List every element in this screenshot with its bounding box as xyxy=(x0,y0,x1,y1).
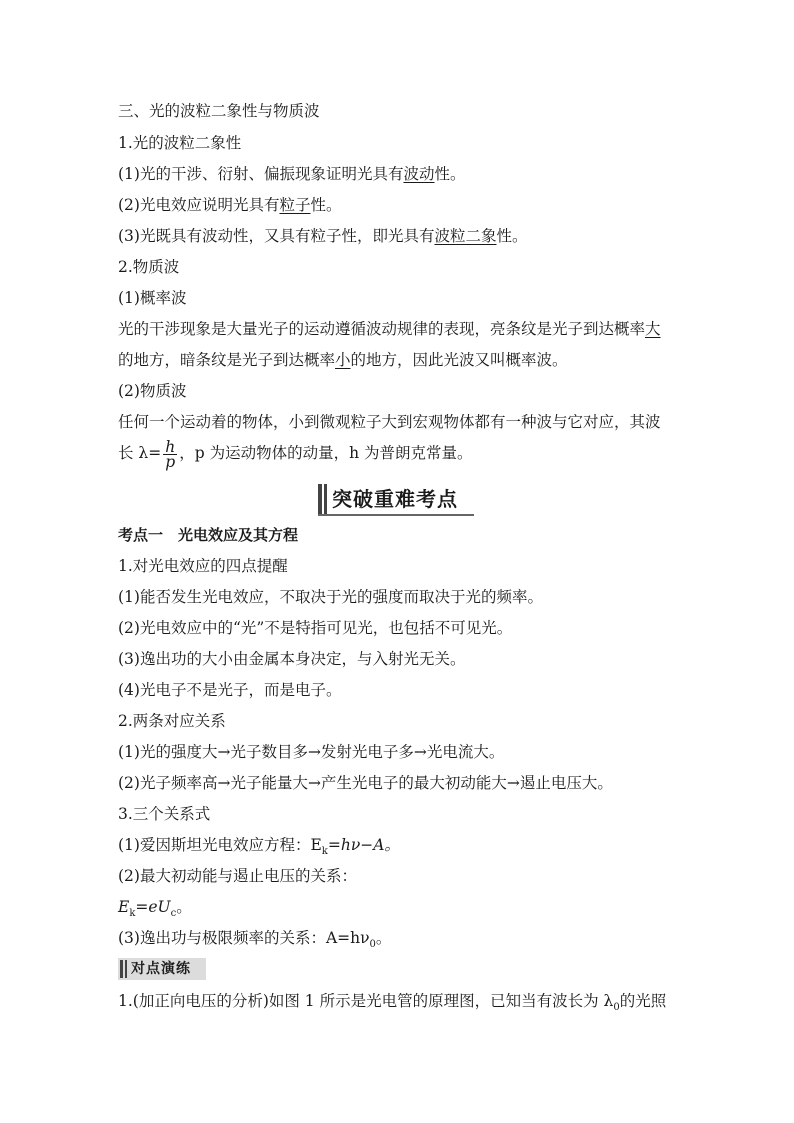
question-1 xyxy=(118,990,666,1019)
subscript: 0 xyxy=(613,1002,620,1014)
text: ，p 为运动物体的动量，h 为普朗克常量。 xyxy=(179,444,473,462)
keypoint-title: 考点一 光电效应及其方程 xyxy=(118,526,299,544)
paragraph-matter-line2 xyxy=(118,438,473,469)
fraction-denominator: p xyxy=(165,452,176,471)
answer-underline: 小 xyxy=(335,351,351,369)
banner-title: 突破重难考点 xyxy=(332,487,458,511)
item-particle-nature xyxy=(118,194,342,216)
text: =hν−A。 xyxy=(327,836,400,854)
answer-underline: 波粒二象 xyxy=(434,227,497,245)
text: 长 λ= xyxy=(118,444,162,462)
practice-label-box xyxy=(118,958,206,980)
banner-bar-icon xyxy=(324,484,327,514)
text: 。 xyxy=(176,898,192,916)
text: =eU xyxy=(135,898,171,916)
text: 性。 xyxy=(310,196,342,214)
item-wave-nature xyxy=(118,163,466,185)
keypoint-subheading-relations: 2.两条对应关系 xyxy=(118,712,226,730)
practice-bar-icon xyxy=(120,960,123,978)
text: 的地方，暗条纹是光子到达概率 xyxy=(118,351,336,369)
text: 光的干涉现象是大量光子的运动遵循波动规律的表现，亮条纹是光子到达概率 xyxy=(118,320,646,338)
practice-bar-icon xyxy=(125,960,127,978)
paragraph-probability-line1 xyxy=(118,318,661,340)
text: (1)光的干涉、衍射、偏振现象证明光具有 xyxy=(118,165,404,183)
text: (3)光既具有波动性，又具有粒子性，即光具有 xyxy=(118,227,435,245)
practice-label: 对点演练 xyxy=(131,961,191,977)
text: (2)光电效应说明光具有 xyxy=(118,196,280,214)
text: 。 xyxy=(375,929,392,947)
subheading-matter-wave: 2.物质波 xyxy=(118,258,180,276)
subscript: c xyxy=(170,908,177,920)
keypoint-subheading-formulas: 3.三个关系式 xyxy=(118,805,211,823)
formula-einstein xyxy=(118,834,400,863)
fraction-h-over-p xyxy=(163,437,177,471)
paragraph-matter-line1: 任何一个运动着的物体，小到微观粒子大到宏观物体都有一种波与它对应，其波 xyxy=(118,413,661,431)
banner-bar-icon xyxy=(318,484,322,514)
keypoint-subheading-reminders: 1.对光电效应的四点提醒 xyxy=(118,557,288,575)
section-heading: 三、光的波粒二象性与物质波 xyxy=(118,102,320,120)
paragraph-probability-line2 xyxy=(118,349,568,371)
text: (1)爱因斯坦光电效应方程：E xyxy=(118,836,322,854)
subscript: k xyxy=(321,846,328,858)
answer-underline: 波动 xyxy=(403,165,435,183)
text: 性。 xyxy=(434,165,466,183)
subscript: 0 xyxy=(369,939,376,951)
list-item: (4)光电子不是光子，而是电子。 xyxy=(118,681,342,699)
list-item: (3)逸出功的大小由金属本身决定，与入射光无关。 xyxy=(118,650,466,668)
answer-underline: 粒子 xyxy=(279,196,311,214)
formula-work-function xyxy=(118,927,391,956)
section-banner xyxy=(318,484,474,514)
banner-underline xyxy=(318,514,474,516)
list-item: (2)光电效应中的“光”不是特指可见光，也包括不可见光。 xyxy=(118,619,513,637)
item-probability-wave: (1)概率波 xyxy=(118,289,187,307)
answer-underline: 大 xyxy=(645,320,661,338)
formula-stopping-voltage xyxy=(118,896,192,925)
item-duality xyxy=(118,225,528,247)
subheading-wave-particle: 1.光的波粒二象性 xyxy=(118,134,242,152)
text: (3)逸出功与极限频率的关系：A=hν xyxy=(118,929,370,947)
fraction-numerator: h xyxy=(165,437,176,456)
text: E xyxy=(118,898,130,916)
formula-stopping-voltage-label: (2)最大初动能与遏止电压的关系： xyxy=(118,867,357,885)
list-item: (1)光的强度大→光子数目多→发射光电子多→光电流大。 xyxy=(118,743,505,761)
text: 的地方，因此光波又叫概率波。 xyxy=(350,351,568,369)
text: 1.(加正向电压的分析)如图 1 所示是光电管的原理图，已知当有波长为 λ xyxy=(118,992,614,1010)
list-item: (1)能否发生光电效应，不取决于光的强度而取决于光的频率。 xyxy=(118,588,543,606)
subscript: k xyxy=(129,908,136,920)
item-matter-wave: (2)物质波 xyxy=(118,382,187,400)
list-item: (2)光子频率高→光子能量大→产生光电子的最大初动能大→遏止电压大。 xyxy=(118,774,613,792)
text: 的光照 xyxy=(619,992,667,1010)
text: 性。 xyxy=(496,227,528,245)
